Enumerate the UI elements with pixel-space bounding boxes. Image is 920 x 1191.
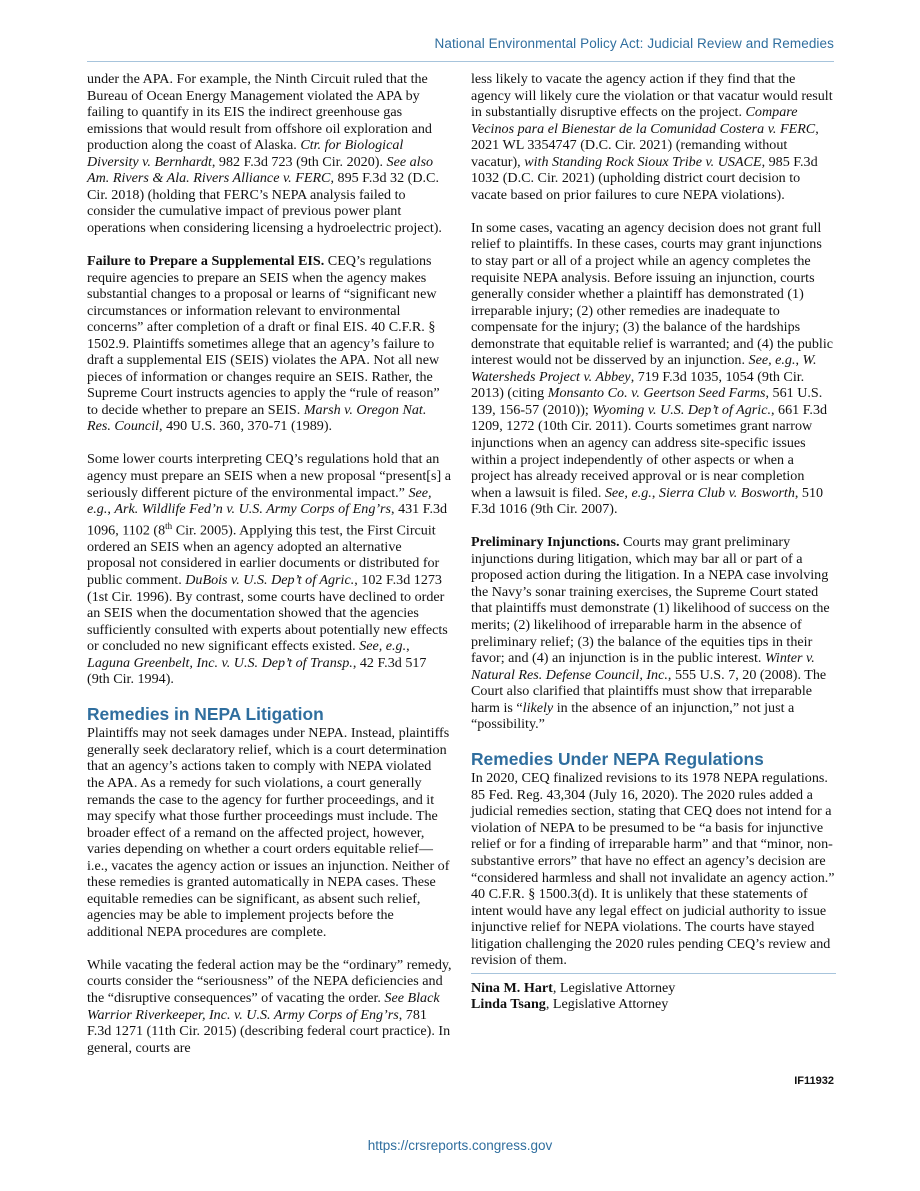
- author-divider: [471, 973, 836, 974]
- running-header: National Environmental Policy Act: Judicial Review and Remedies: [434, 36, 834, 51]
- header-divider: [87, 61, 834, 62]
- section-heading-remedies-litigation: Remedies in NEPA Litigation: [87, 704, 324, 725]
- author-line: Nina M. Hart, Legislative Attorney: [471, 979, 676, 996]
- paragraph-lower-courts: Some lower courts interpreting CEQ’s regulations hold that an agency must prepare an SEIS when a new proposal “present[s] a seriously different picture of the environmental impact.” See, e.g., Ark. Wildlife Fed’n v. U.S. Army Corps of Eng’rs, 431 F.3d 1096, 1102 (8th Cir. 2005). Applying this test, the First Circuit ordered an SEIS when an agency adopted an alternative proposal not considered in earlier documents or distributed for public comment. DuBois v. U.S. Dep’t of Agric., 102 F.3d 1273 (1st Cir. 1996). By contrast, some courts have declined to order an SEIS when the documentation showed that the agencies sufficiently consulted with experts about potentially new effects or concluded no new significant effects existed. See, e.g., Laguna Greenbelt, Inc. v. U.S. Dep’t of Transp., 42 F.3d 517 (9th Cir. 1994).: [87, 451, 451, 688]
- paragraph-remedies-overview: Plaintiffs may not seek damages under NEPA. Instead, plaintiffs generally seek declaratory relief, which is a court determination that an agency’s actions taken to comply with NEPA violated the APA. As a remedy for such violations, a court generally remands the case to the agency for further proceedings, and it may specify what those further proceedings must include. The broader effect of a remand on the affected project, however, varies depending on whether a court orders equitable relief—i.e., vacates the agency action or issues an injunction. Neither of these remedies is granted automatically in NEPA cases. These equitable remedies can be significant, as absent such relief, agencies may be able to implement projects before the additional NEPA procedures are complete.: [87, 725, 450, 940]
- author-line: Linda Tsang, Legislative Attorney: [471, 996, 669, 1013]
- paragraph-injunctions: In some cases, vacating an agency decision does not grant full relief to plaintiffs. In these cases, courts may grant injunctions to stay part or all of a project while an agency completes the requisite NEPA analysis. Before issuing an injunction, courts generally consider whether a plaintiff has demonstrated (1) irreparable injury; (2) other remedies are inadequate to compensate for the injury; (3) the balance of the hardships demonstrate that equitable relief is warranted; and (4) the public interest would not be disserved by an injunction. See, e.g., W. Watersheds Project v. Abbey, 719 F.3d 1035, 1054 (9th Cir. 2013) (citing Monsanto Co. v. Geertson Seed Farms, 561 U.S. 139, 156-57 (2010)); Wyoming v. U.S. Dep’t of Agric., 661 F.3d 1209, 1272 (10th Cir. 2011). Courts sometimes grant narrow injunctions when an agency can address site-specific issues within a project independently of other aspects or when a project has already received approval or is near completion when a lawsuit is filed. See, e.g., Sierra Club v. Bosworth, 510 F.3d 1016 (9th Cir. 2007).: [471, 219, 833, 518]
- paragraph-supplemental-eis: Failure to Prepare a Supplemental EIS. CEQ’s regulations require agencies to prepare an SEIS when the agency makes substantial changes to a proposal or learns of “significant new circumstances or information relevant to environmental concerns” after completion of a draft or final EIS. 40 C.F.R. § 1502.9. Plaintiffs sometimes allege that an agency’s failure to draft a supplemental EIS (SEIS) violates the APA. Not all new pieces of information or changes require an SEIS. Rather, the Supreme Court instructs agencies to apply the “rule of reason” to decide whether to prepare an SEIS. Marsh v. Oregon Nat. Res. Council, 490 U.S. 360, 370-71 (1989).: [87, 252, 440, 435]
- paragraph-vacatur-continued: less likely to vacate the agency action if they find that the agency will likely cure the violation or that vacatur would result in substantially disruptive effects on the project. Compare Vecinos para el Bienestar de la Comunidad Costera v. FERC, 2021 WL 3354747 (D.C. Cir. 2021) (remanding without vacatur), with Standing Rock Sioux Tribe v. USACE, 985 F.3d 1032 (D.C. Cir. 2021) (upholding district court decision to vacate based on prior failures to cure NEPA violations).: [471, 71, 833, 203]
- run-in-heading: Failure to Prepare a Supplemental EIS.: [87, 252, 325, 269]
- run-in-heading: Preliminary Injunctions.: [471, 534, 620, 551]
- product-code: IF11932: [794, 1075, 834, 1087]
- paragraph-2020-rules: In 2020, CEQ finalized revisions to its 1978 NEPA regulations. 85 Fed. Reg. 43,304 (July 16, 2020). The 2020 rules added a judicial remedies section, stating that CEQ does not intend for a violation of NEPA to be presumed to be “a basis for injunctive relief or for a finding of irreparable harm” and that “minor, non-substantive errors” that have no effect an agency’s decision are “considered harmless and shall not invalidate an agency action.” 40 C.F.R. § 1500.3(d). It is unlikely that these statements of intent would have any legal effect on judicial authority to issue injunctive relief for NEPA violations. The courts have stayed litigation challenging the 2020 rules pending CEQ’s review and revision of them.: [471, 770, 835, 969]
- section-heading-remedies-regulations: Remedies Under NEPA Regulations: [471, 749, 764, 770]
- paragraph-apa-examples: under the APA. For example, the Ninth Circuit ruled that the Bureau of Ocean Energy Management violated the APA by failing to quantify in its EIS the indirect greenhouse gas emissions that would result from offshore oil exploration and production along the coast of Alaska. Ctr. for Biological Diversity v. Bernhardt, 982 F.3d 723 (9th Cir. 2020). See also Am. Rivers & Ala. Rivers Alliance v. FERC, 895 F.3d 32 (D.C. Cir. 2018) (holding that FERC’s NEPA analysis failed to consider the cumulative impact of previous power plant operations when considering licensing a hydroelectric project).: [87, 71, 442, 236]
- left-column: [87, 71, 452, 1056]
- paragraph-preliminary-injunctions: Preliminary Injunctions. Courts may grant preliminary injunctions during litigation, which may bar all or part of a proposed action during the litigation. In a NEPA case involving the Navy’s sonar training exercises, the Supreme Court stated that plaintiffs must demonstrate (1) likelihood of success on the merits; (2) likelihood of irreparable harm in the absence of preliminary relief; (3) the balance of the equities tips in their favor; and (4) an injunction is in the public interest. Winter v. Natural Res. Defense Council, Inc., 555 U.S. 7, 20 (2008). The Court also clarified that plaintiffs must show that irreparable harm is “likely in the absence of an injunction,” not just a “possibility.”: [471, 534, 830, 733]
- footer-url[interactable]: https://crsreports.congress.gov: [367, 1138, 553, 1153]
- paragraph-vacatur: While vacating the federal action may be the “ordinary” remedy, courts consider the “seriousness” of the NEPA deficiencies and the “disruptive consequences” of vacating the order. See Black Warrior Riverkeeper, Inc. v. U.S. Army Corps of Eng’rs, 781 F.3d 1271 (11th Cir. 2015) (describing federal court practice). In general, courts are: [87, 956, 452, 1056]
- right-column: [471, 71, 836, 1013]
